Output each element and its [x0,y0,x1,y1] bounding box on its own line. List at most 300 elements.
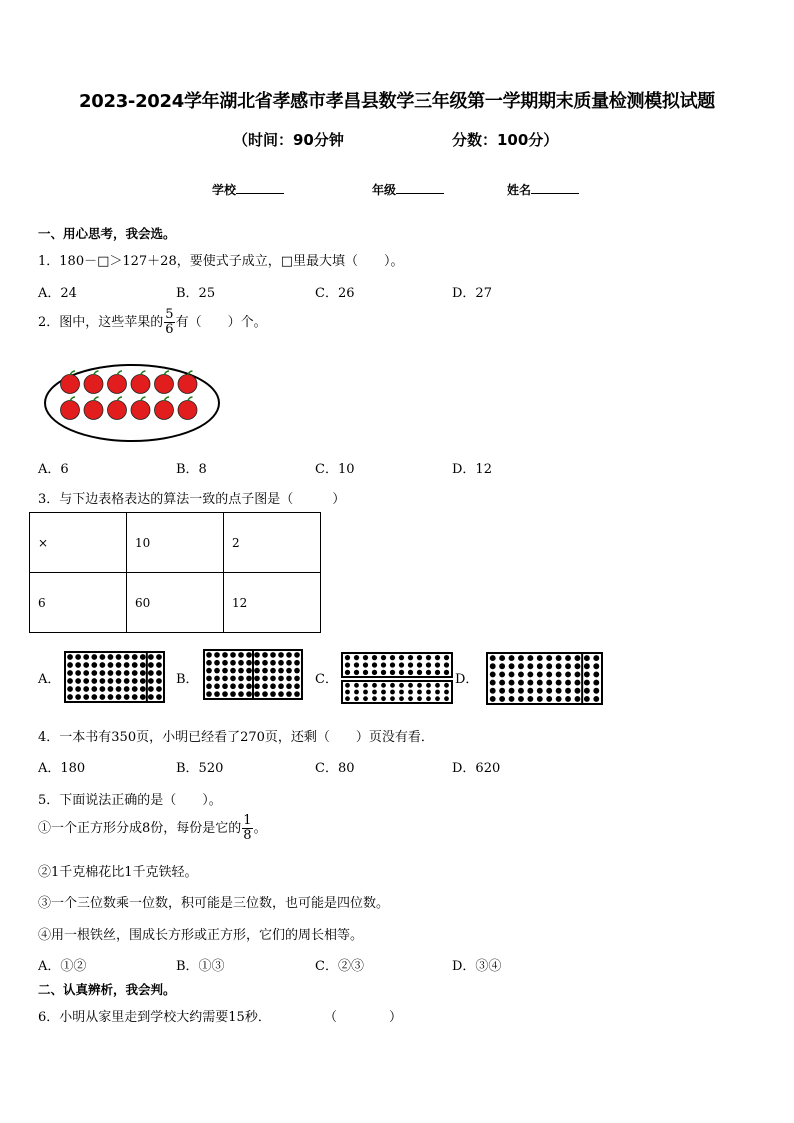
apple-icon [61,375,80,394]
dot [230,660,236,666]
apple-icon [61,401,80,420]
dot [354,696,359,701]
q2-option-b[interactable]: B．8 [176,462,207,477]
dot [91,678,97,684]
dot [108,654,114,660]
dot [238,668,244,674]
dot [363,662,368,667]
dot [124,694,130,700]
dot [575,696,581,702]
dot [408,696,413,701]
dot [509,655,515,661]
dot [546,688,552,694]
table-cell: 10 [127,513,224,573]
dot [116,694,122,700]
dot [417,662,422,667]
dot [518,680,524,686]
dot-array-b[interactable] [203,649,303,700]
q4-option-c[interactable]: C．80 [315,761,355,776]
dot [206,660,212,666]
dot [444,662,449,667]
dot [575,680,581,686]
dot [99,686,105,692]
table-cell: 12 [224,573,321,633]
q4-option-a[interactable]: A．180 [38,761,86,776]
dot [294,652,300,658]
exam-time: （时间：90分钟 [233,131,344,149]
dot [206,668,212,674]
q2-option-d[interactable]: D．12 [452,462,492,477]
dot [354,683,359,688]
dot [91,686,97,692]
dot [537,671,543,677]
dot [222,668,228,674]
dot [372,690,377,695]
fraction-five-sixths: $\frac{5}{6}$ [165,307,174,337]
dot [527,663,533,669]
dot [435,683,440,688]
dot [270,683,276,689]
dot [278,676,284,682]
dot [238,691,244,697]
q1-option-d[interactable]: D．27 [452,286,492,301]
dot [426,662,431,667]
apples-figure [42,362,222,444]
dot [408,662,413,667]
dot [363,670,368,675]
dot [584,680,590,686]
dot [214,676,220,682]
dot [222,691,228,697]
dot [499,688,505,694]
dot [584,696,590,702]
dot [156,686,162,692]
q3-option-c-label[interactable]: C． [315,672,338,687]
dot [278,691,284,697]
table-cell: 2 [224,513,321,573]
dot [354,655,359,660]
dot [148,670,154,676]
dot [124,654,130,660]
statement-4: ④用一根铁丝，围成长方形或正方形，它们的周长相等。 [38,928,364,943]
grade-blank[interactable] [396,181,444,194]
dot [546,663,552,669]
dot [140,678,146,684]
dot [246,683,252,689]
q3-option-a-label[interactable]: A． [38,672,61,687]
dot [75,654,81,660]
dot [238,676,244,682]
dot [222,683,228,689]
dot [499,680,505,686]
dot [444,696,449,701]
dot [286,683,292,689]
dot [509,688,515,694]
dot [426,655,431,660]
dot [345,655,350,660]
q3-option-d-label[interactable]: D． [455,672,479,687]
dot [83,694,89,700]
dot [354,690,359,695]
dot [230,668,236,674]
dot [417,683,422,688]
apple-icon [178,401,197,420]
dot [527,680,533,686]
dot [556,696,562,702]
dot [270,660,276,666]
dot [399,655,404,660]
apple-icon [84,401,103,420]
dot [499,655,505,661]
dot [593,671,599,677]
dot [254,683,260,689]
statement-3: ③一个三位数乘一位数，积可能是三位数，也可能是四位数。 [38,896,390,911]
dot [435,655,440,660]
dot [363,655,368,660]
dot [363,696,368,701]
apple-icon [108,401,127,420]
dot [345,696,350,701]
dot [140,662,146,668]
dot [435,670,440,675]
dot [222,676,228,682]
dot [238,683,244,689]
dot [345,662,350,667]
table-cell: × [30,513,127,573]
q3-option-b-label[interactable]: B． [176,672,199,687]
dot [294,683,300,689]
dot [381,696,386,701]
dot [83,678,89,684]
dot [262,676,268,682]
dot [499,663,505,669]
dot [345,670,350,675]
dot [230,691,236,697]
dot [518,655,524,661]
dot [262,668,268,674]
question-6: 6．小明从家里走到学校大约需要15秒． [38,1010,271,1025]
dot [565,680,571,686]
dot [116,670,122,676]
dot [584,671,590,677]
dot [527,696,533,702]
dot-array-a[interactable] [64,651,165,703]
dot [527,688,533,694]
dot [116,686,122,692]
dot [230,652,236,658]
dot [116,662,122,668]
dot-array-c-bottom[interactable] [341,680,453,704]
dot [390,696,395,701]
dot [518,696,524,702]
dot [222,652,228,658]
dot [408,655,413,660]
name-field: 姓名 [507,181,579,198]
dot [91,654,97,660]
dot [408,683,413,688]
dot [381,662,386,667]
dot [270,676,276,682]
dot [156,654,162,660]
dot [67,694,73,700]
apple-icon [131,375,150,394]
dot [537,696,543,702]
dot [108,678,114,684]
dot [381,683,386,688]
dot [565,688,571,694]
dot [156,670,162,676]
dot [372,662,377,667]
statement-1: ①一个正方形分成8份，每份是它的 $\frac{1}{8}$ 。 [38,813,267,843]
apple-icon [108,375,127,394]
dot [278,660,284,666]
apple-icon [155,375,174,394]
dot [246,660,252,666]
dot [399,683,404,688]
table-cell: 60 [127,573,224,633]
name-blank[interactable] [531,181,579,194]
school-blank[interactable] [236,181,284,194]
dot [408,690,413,695]
dot [294,676,300,682]
dot [254,691,260,697]
table-cell: 6 [30,573,127,633]
apple-icon [155,401,174,420]
dot [99,662,105,668]
dot [490,688,496,694]
dot [67,670,73,676]
dot [546,680,552,686]
dot [67,654,73,660]
q5-option-c[interactable]: C．②③ [315,959,364,974]
q5-option-d[interactable]: D．③④ [452,959,502,974]
dot [509,680,515,686]
dot [399,696,404,701]
dot [575,671,581,677]
dot [132,694,138,700]
dot [254,660,260,666]
dot [140,654,146,660]
dot [230,683,236,689]
dot [116,678,122,684]
dot [214,660,220,666]
dot [132,654,138,660]
q4-option-b[interactable]: B．520 [176,761,224,776]
dot [132,670,138,676]
section-1-title: 一、用心思考，我会选。 [38,226,176,241]
apple-icon [131,401,150,420]
dot [75,670,81,676]
dot [238,652,244,658]
q1-option-b[interactable]: B．25 [176,286,216,301]
dot [270,652,276,658]
dot-array-c-top[interactable] [341,652,453,678]
dot [417,670,422,675]
dot [399,670,404,675]
dot [262,652,268,658]
dot [286,676,292,682]
dot [556,655,562,661]
dot [399,662,404,667]
dot [408,670,413,675]
dot [575,663,581,669]
dot [399,690,404,695]
dot [124,670,130,676]
dot [132,662,138,668]
dot [83,654,89,660]
q5-option-a[interactable]: A．①② [38,959,87,974]
q1-option-c[interactable]: C．26 [315,286,355,301]
dot [527,671,533,677]
q1-option-a[interactable]: A．24 [38,286,77,301]
dot [354,670,359,675]
school-field: 学校 [212,181,284,198]
dot [417,655,422,660]
dot [565,655,571,661]
dot [99,654,105,660]
dot [435,696,440,701]
dot [238,660,244,666]
dot [148,654,154,660]
dot [499,671,505,677]
dot [490,671,496,677]
dot [546,655,552,661]
dot [537,680,543,686]
dot [537,663,543,669]
dot [246,691,252,697]
dot [556,680,562,686]
dot [286,668,292,674]
dot-array-d[interactable] [486,652,603,705]
dot [99,694,105,700]
dot [294,691,300,697]
dot [214,683,220,689]
dot [246,652,252,658]
dot [75,662,81,668]
dot [206,683,212,689]
statement-2: ②1千克棉花比1千克铁轻。 [38,865,198,880]
dot [372,655,377,660]
q2-option-a[interactable]: A．6 [38,462,69,477]
dot [390,655,395,660]
question-3: 3．与下边表格表达的算法一致的点子图是（ ） [38,492,346,507]
dot [372,670,377,675]
grade-field: 年级 [372,181,444,198]
dot [584,663,590,669]
dot [381,655,386,660]
dot [156,678,162,684]
dot [390,690,395,695]
dot [372,696,377,701]
dot [593,680,599,686]
dot [108,694,114,700]
dot [75,694,81,700]
dot [246,668,252,674]
question-2: 2．图中，这些苹果的 $\frac{5}{6}$ 有（ ）个。 [38,307,267,337]
dot [584,655,590,661]
dot [294,668,300,674]
dot [345,683,350,688]
dot [444,690,449,695]
fraction-one-eighth: $\frac{1}{8}$ [243,813,252,843]
dot [278,668,284,674]
apple-icon [84,375,103,394]
dot [230,676,236,682]
dot [584,688,590,694]
dot [140,670,146,676]
q4-option-d[interactable]: D．620 [452,761,501,776]
dot [140,686,146,692]
dot [490,655,496,661]
dot [132,678,138,684]
dot [108,686,114,692]
dot [546,671,552,677]
dot [537,655,543,661]
dot [435,690,440,695]
dot [67,686,73,692]
dot [124,686,130,692]
dot [518,671,524,677]
dot [593,688,599,694]
q6-answer-blank[interactable]: （ ） [324,1010,403,1025]
dot [286,660,292,666]
dot [254,668,260,674]
dot [108,662,114,668]
dot [490,663,496,669]
dot [426,696,431,701]
dot [546,696,552,702]
dot [593,663,599,669]
dot [556,663,562,669]
dot [254,652,260,658]
dot [345,690,350,695]
dot [148,662,154,668]
dot [363,690,368,695]
dot [444,683,449,688]
dot [156,662,162,668]
q5-option-b[interactable]: B．①③ [176,959,225,974]
dot [246,676,252,682]
dot [132,686,138,692]
dot [148,694,154,700]
dot [124,662,130,668]
dot [91,694,97,700]
dot [426,670,431,675]
q2-option-c[interactable]: C．10 [315,462,355,477]
exam-score: 分数：100分） [452,131,559,149]
dot [99,678,105,684]
question-1: 1．180－□＞127＋28，要使式子成立，□里最大填（ ）。 [38,254,404,269]
dot [83,686,89,692]
question-5: 5．下面说法正确的是（ ）。 [38,793,222,808]
multiplication-table [29,512,321,633]
dot [222,660,228,666]
dot [278,683,284,689]
dot [565,663,571,669]
dot [354,662,359,667]
dot [270,691,276,697]
dot [148,678,154,684]
dot [262,691,268,697]
dot [262,683,268,689]
dot [490,680,496,686]
dot [156,694,162,700]
dot [83,670,89,676]
dot [294,660,300,666]
dot [124,678,130,684]
dot [417,696,422,701]
dot [363,683,368,688]
